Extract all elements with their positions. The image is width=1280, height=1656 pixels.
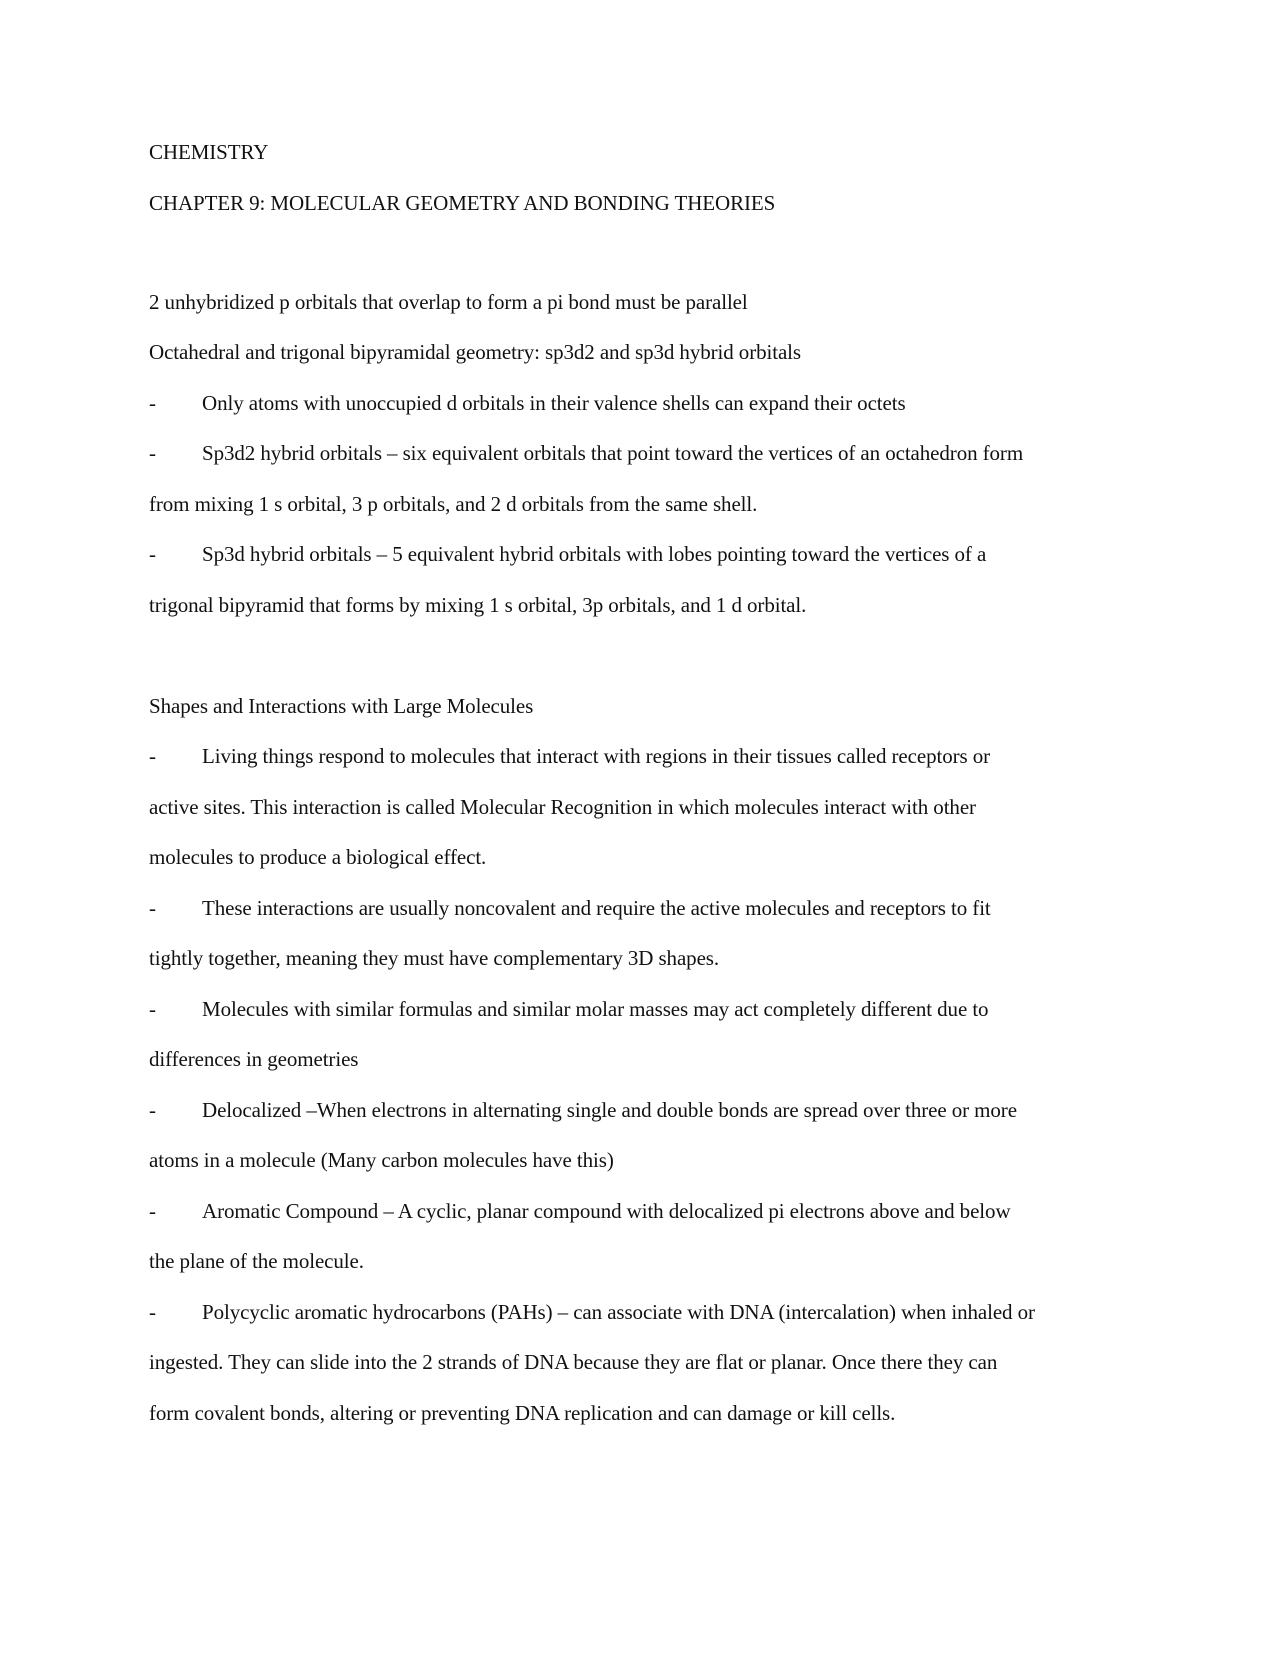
bullet-dash: - — [149, 744, 156, 768]
bullet-dash: - — [149, 441, 156, 465]
bullet-continuation: differences in geometries — [149, 1047, 359, 1071]
bullet-continuation: ingested. They can slide into the 2 strands of DNA because they are flat or planar. Once there they can — [149, 1350, 998, 1374]
bullet-continuation: form covalent bonds, altering or preventing DNA replication and can damage or kill cells. — [149, 1401, 896, 1425]
bullet-continuation: tightly together, meaning they must have complementary 3D shapes. — [149, 946, 720, 970]
bullet-dash: - — [149, 1199, 156, 1223]
bullet-dash: - — [149, 391, 156, 415]
bullet-text: Aromatic Compound – A cyclic, planar compound with delocalized pi electrons above and below — [202, 1199, 1011, 1223]
bullet-continuation: from mixing 1 s orbital, 3 p orbitals, and 2 d orbitals from the same shell. — [149, 492, 758, 516]
bullet-continuation: trigonal bipyramid that forms by mixing 1 s orbital, 3p orbitals, and 1 d orbital. — [149, 593, 807, 617]
bullet-continuation: active sites. This interaction is called Molecular Recognition in which molecules interact with other — [149, 795, 976, 819]
bullet-text: Sp3d2 hybrid orbitals – six equivalent orbitals that point toward the vertices of an octahedron form — [202, 441, 1024, 465]
bullet-text: Only atoms with unoccupied d orbitals in their valence shells can expand their octets — [202, 391, 906, 415]
bullet-continuation: atoms in a molecule (Many carbon molecules have this) — [149, 1148, 614, 1172]
bullet-text: Sp3d hybrid orbitals – 5 equivalent hybrid orbitals with lobes pointing toward the vertices of a — [202, 542, 987, 566]
bullet-continuation: molecules to produce a biological effect. — [149, 845, 487, 869]
bullet-continuation: the plane of the molecule. — [149, 1249, 364, 1273]
bullet-text: These interactions are usually noncovalent and require the active molecules and receptors to fit — [202, 896, 991, 920]
bullet-text: Molecules with similar formulas and similar molar masses may act completely different due to — [202, 997, 989, 1021]
paragraph-line: 2 unhybridized p orbitals that overlap to form a pi bond must be parallel — [149, 290, 748, 314]
subject-heading: CHEMISTRY — [149, 140, 269, 164]
bullet-text: Living things respond to molecules that interact with regions in their tissues called receptors or — [202, 744, 991, 768]
bullet-dash: - — [149, 896, 156, 920]
bullet-text: Polycyclic aromatic hydrocarbons (PAHs) – can associate with DNA (intercalation) when inhaled or — [202, 1300, 1035, 1324]
paragraph-line: Octahedral and trigonal bipyramidal geometry: sp3d2 and sp3d hybrid orbitals — [149, 340, 801, 364]
bullet-dash: - — [149, 1300, 156, 1324]
bullet-dash: - — [149, 542, 156, 566]
bullet-dash: - — [149, 997, 156, 1021]
chapter-title: CHAPTER 9: MOLECULAR GEOMETRY AND BONDING THEORIES — [149, 191, 776, 215]
bullet-dash: - — [149, 1098, 156, 1122]
bullet-text: Delocalized –When electrons in alternating single and double bonds are spread over three or more — [202, 1098, 1017, 1122]
section-heading: Shapes and Interactions with Large Molecules — [149, 694, 534, 718]
